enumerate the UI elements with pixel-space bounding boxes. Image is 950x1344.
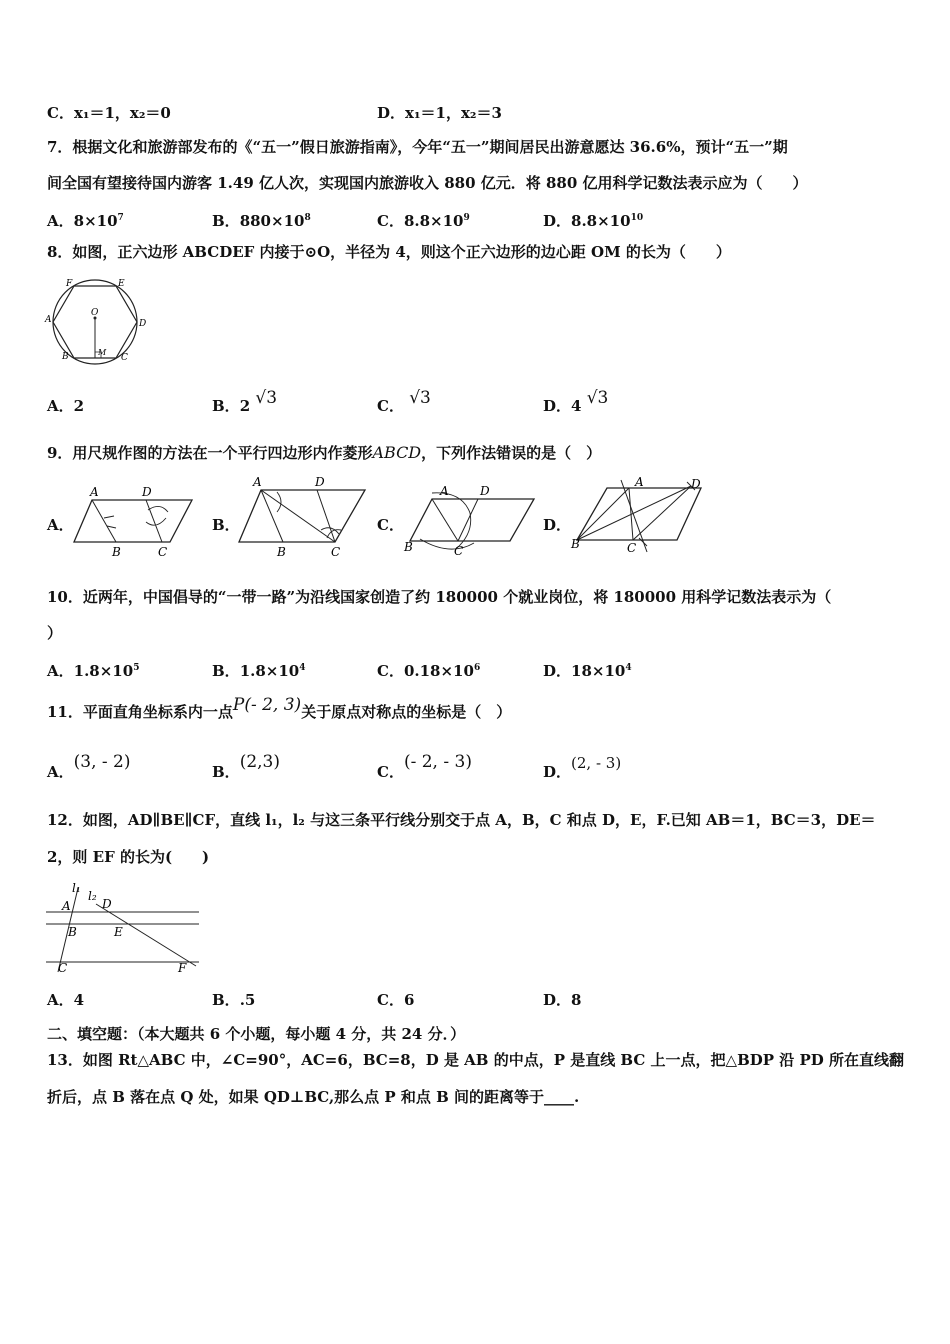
svg-text:A: A <box>440 484 449 498</box>
svg-text:B: B <box>112 545 121 559</box>
svg-text:C: C <box>454 544 464 558</box>
q12-label-e: E <box>114 925 123 939</box>
q8-option-a: A．2 <box>47 397 85 415</box>
svg-text:B: B <box>277 545 286 559</box>
q7-stem-line1: 7．根据文化和旅游部发布的《“五一”假日旅游指南》，今年“五一”期间居民出游意愿达 36.6%，预计“五一”期 <box>47 138 788 156</box>
svg-text:D: D <box>315 475 325 489</box>
q12-stem-line1: 12．如图，AD∥BE∥CF，直线 l₁，l₂ 与这三条平行线分别交于点 A，B，C 和点 D，E，F.已知 AB＝1，BC＝3，DE＝ <box>47 811 876 829</box>
svg-text:B: B <box>404 540 413 554</box>
q12-label-b: B <box>68 925 77 939</box>
q7-option-c: C．$8.8\times 10^9$ <box>377 212 470 230</box>
q7-option-a: A．$8\times 10^7$ <box>47 212 124 230</box>
q9-stem: 9．用尺规作图的方法在一个平行四边形内作菱形ABCD，下列作法错误的是（ ） <box>47 443 602 462</box>
q8-option-d: D．4 √3 <box>543 388 609 415</box>
q12-stem-line2: 2，则 EF 的长为( ) <box>47 848 210 866</box>
q11-stem: 11．平面直角坐标系内一点P(- 2, 3)关于原点对称点的坐标是（ ） <box>47 695 512 721</box>
svg-text:A: A <box>90 485 99 499</box>
q9-option-c-label: C． <box>377 516 404 534</box>
q12-label-l2: l₂ <box>88 889 97 903</box>
q12-option-c: C．6 <box>377 991 415 1009</box>
q6-option-c: C．x₁＝1，x₂＝0 <box>47 104 171 122</box>
q6-option-d: D．x₁＝1，x₂＝3 <box>377 104 502 122</box>
section2-title: 二、填空题：（本大题共 6 个小题，每小题 4 分，共 24 分．） <box>47 1025 466 1043</box>
q12-label-l1: l₁ <box>72 882 81 895</box>
q11-option-c: C．(- 2, - 3) <box>377 752 472 781</box>
q8-option-b: B．2 √3 <box>212 388 278 415</box>
q8-label-m: M <box>98 348 107 357</box>
q10-option-c: C．$0.18\times 10^6$ <box>377 662 481 680</box>
q11-option-b: B．(2,3) <box>212 752 280 781</box>
q9-option-d-label: D． <box>543 516 572 534</box>
q8-stem: 8．如图，正六边形 ABCDEF 内接于⊙O，半径为 4，则这个正六边形的边心距 OM 的长为（ ） <box>47 243 731 261</box>
q10-option-d: D．$18\times 10^4$ <box>543 662 632 680</box>
q12-label-c: C <box>58 961 68 975</box>
q12-label-d: D <box>102 897 112 911</box>
q9-figure-d <box>567 474 712 560</box>
q7-option-d: D．$8.8\times 10^{10}$ <box>543 212 644 230</box>
q8-label-d: D <box>139 319 147 329</box>
q12-label-f: F <box>178 961 187 975</box>
svg-text:D: D <box>480 484 490 498</box>
svg-text:D: D <box>142 485 152 499</box>
q11-option-d: D．(2, - 3) <box>543 754 622 781</box>
q12-option-d: D．8 <box>543 991 582 1009</box>
q12-option-b: B．.5 <box>212 991 256 1009</box>
q8-label-o: O <box>91 308 99 318</box>
q9-figure-a <box>70 482 195 560</box>
q10-stem-line1: 10．近两年，中国倡导的“一带一路”为沿线国家创造了约 180000 个就业岗位，将 180000 用科学记数法表示为（ <box>47 588 832 606</box>
q10-option-a: A．$1.8\times 10^5$ <box>47 662 140 680</box>
q9-option-b-label: B． <box>212 516 240 534</box>
q10-stem-line2: ） <box>47 624 63 642</box>
q8-option-c: C． √3 <box>377 388 431 415</box>
q9-figure-b <box>235 474 370 560</box>
q8-label-e: E <box>118 279 125 289</box>
q10-option-b: B．$1.8\times 10^4$ <box>212 662 306 680</box>
svg-text:A: A <box>253 475 262 489</box>
svg-text:C: C <box>627 541 637 555</box>
q7-stem-line2: 间全国有望接待国内游客 1.49 亿人次，实现国内旅游收入 880 亿元．将 880 亿用科学记数法表示应为（ ） <box>47 174 808 192</box>
q12-label-a: A <box>62 899 71 913</box>
q8-hexagon-figure <box>44 276 156 368</box>
svg-text:A: A <box>635 475 644 489</box>
q9-figure-c <box>402 483 537 561</box>
q11-option-a: A．(3, - 2) <box>47 752 131 781</box>
q13-stem-line2: 折后，点 B 落在点 Q 处，如果 QD⊥BC,那么点 P 和点 B 间的距离等于____. <box>47 1088 580 1106</box>
q13-stem-line1: 13．如图 Rt△ABC 中，∠C=90°，AC=6，BC=8，D 是 AB 的中点，P 是直线 BC 上一点，把△BDP 沿 PD 所在直线翻 <box>47 1051 905 1069</box>
q8-label-b: B <box>62 352 69 362</box>
q7-option-b: B．$880\times 10^8$ <box>212 212 311 230</box>
q12-parallel-lines-figure <box>44 882 204 978</box>
svg-text:C: C <box>331 545 341 559</box>
q8-label-a: A <box>45 315 52 325</box>
svg-text:C: C <box>158 545 168 559</box>
q12-option-a: A．4 <box>47 991 85 1009</box>
svg-text:D: D <box>691 477 701 491</box>
svg-text:B: B <box>571 537 580 551</box>
q8-label-c: C <box>121 353 128 363</box>
q9-option-a-label: A． <box>47 516 74 534</box>
q8-label-f: F <box>66 279 73 289</box>
